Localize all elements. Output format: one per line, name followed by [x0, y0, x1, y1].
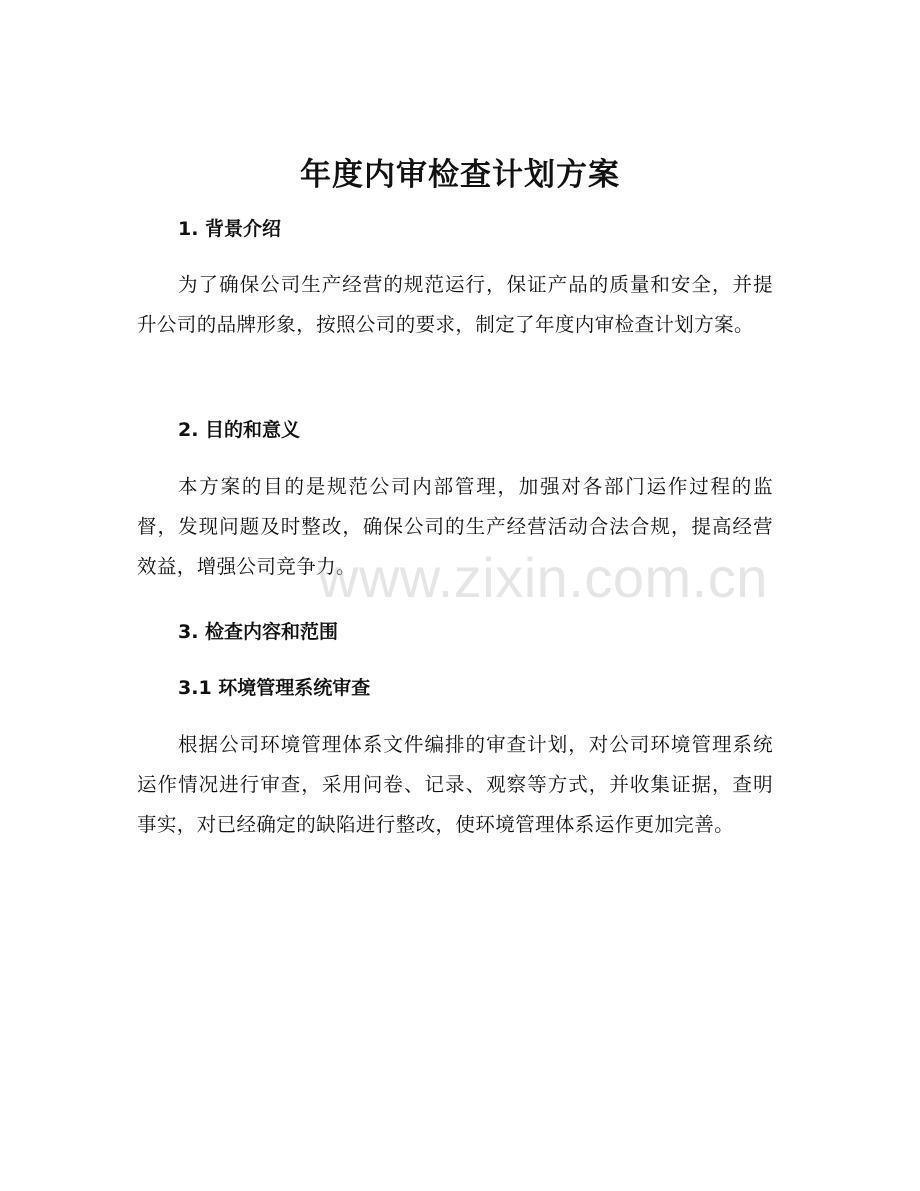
section-body-environment-review: 根据公司环境管理体系文件编排的审查计划，对公司环境管理系统运作情况进行审查，采用问卷、记录、观察等方式，并收集证据，查明事实，对已经确定的缺陷进行整改，使环境管理体系运作更加完善。	[137, 733, 773, 836]
section-heading-purpose: 2. 目的和意义	[178, 419, 301, 441]
section-body-background: 为了确保公司生产经营的规范运行，保证产品的质量和安全，并提升公司的品牌形象，按照公司的要求，制定了年度内审检查计划方案。	[137, 273, 773, 336]
section-heading-scope: 3. 检查内容和范围	[178, 621, 339, 643]
watermark-text: www.zixin.com.cn	[318, 546, 768, 609]
document-title: 年度内审检查计划方案	[300, 157, 620, 193]
section-heading-background: 1. 背景介绍	[178, 218, 282, 240]
section-heading-environment-review: 3.1 环境管理系统审查	[178, 677, 371, 699]
section-body-purpose: 本方案的目的是规范公司内部管理，加强对各部门运作过程的监督，发现问题及时整改，确保公司的生产经营活动合法合规，提高经营效益，增强公司竞争力。	[137, 475, 773, 578]
